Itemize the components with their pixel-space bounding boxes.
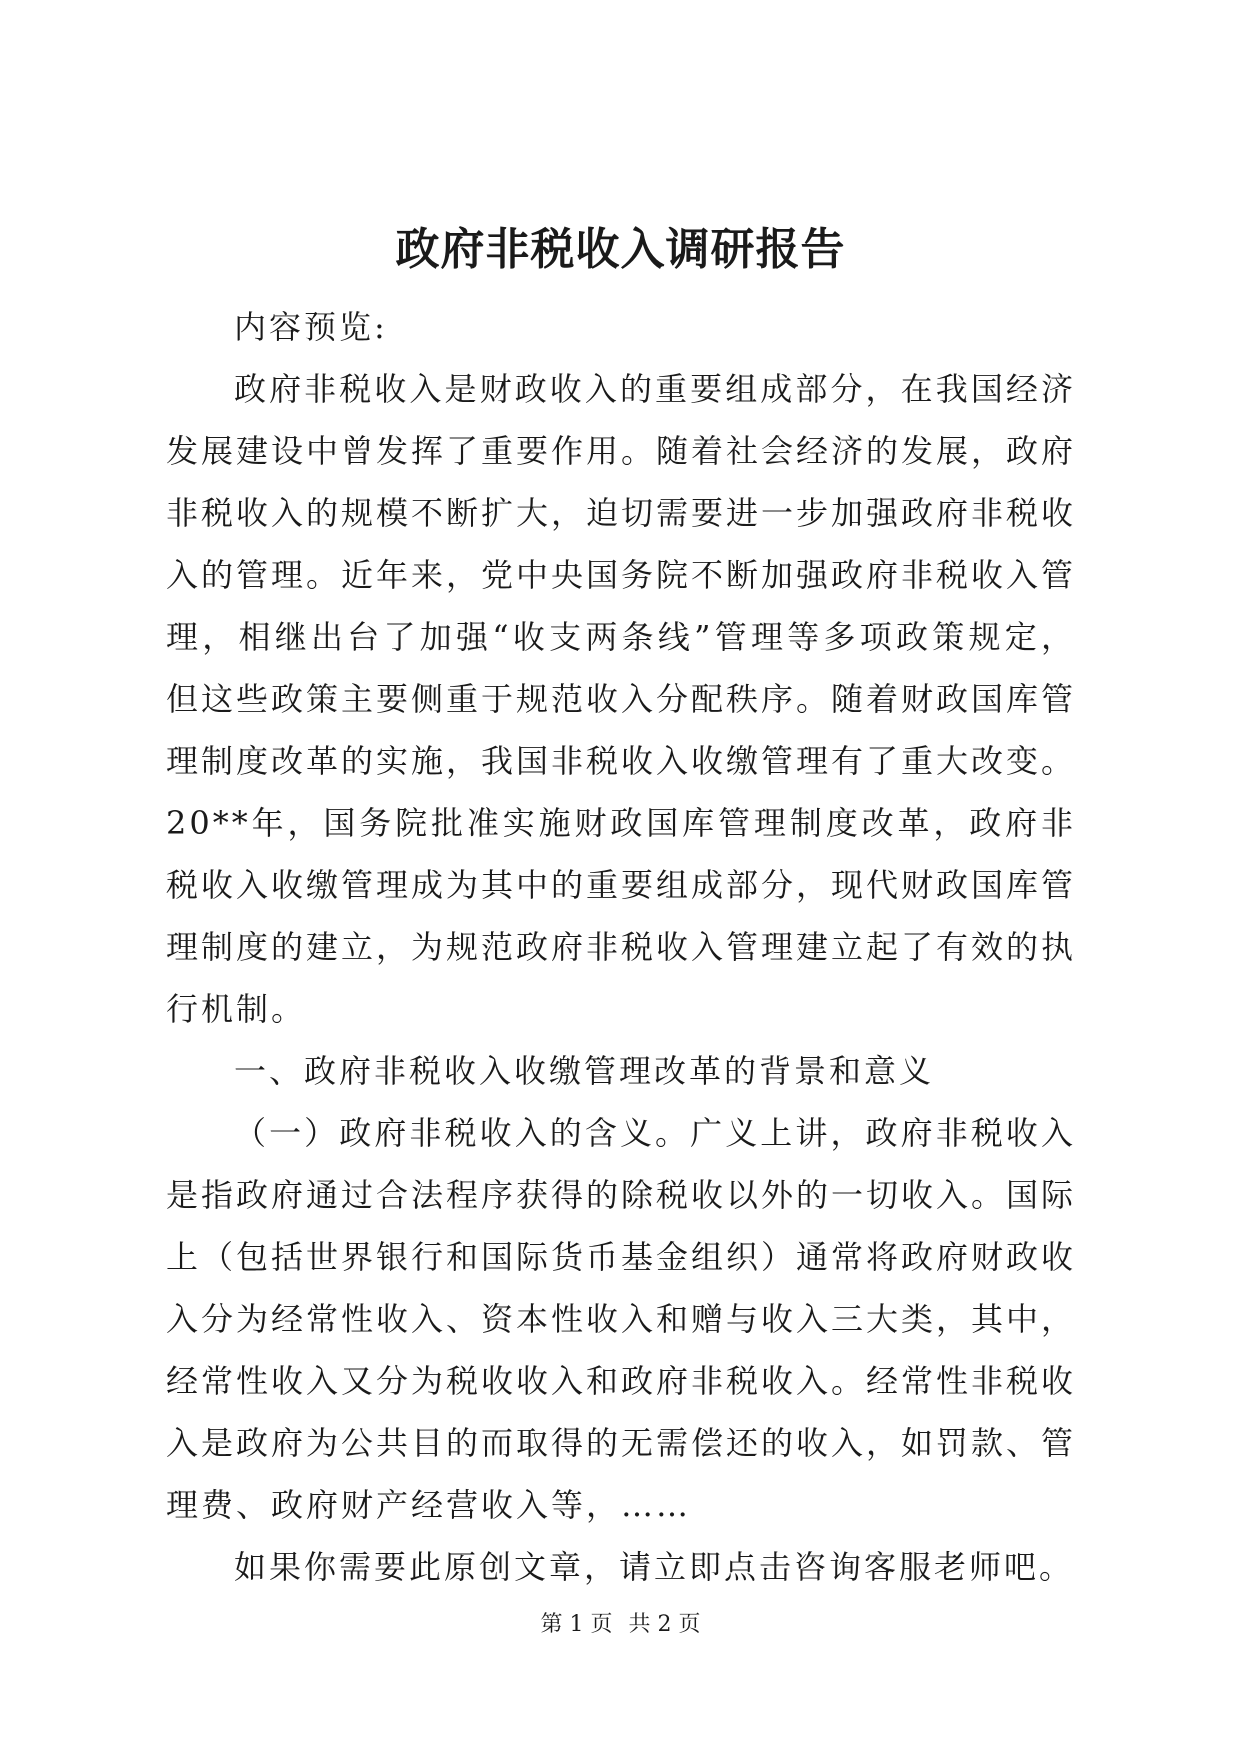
preview-label: 内容预览:	[234, 308, 388, 346]
page-number: 第 1 页	[540, 1612, 613, 1637]
body-paragraph: （一）政府非税收入的含义。广义上讲，政府非税收入是指政府通过合法程序获得的除税收以外的一切收入。国际上（包括世界银行和国际货币基金组织）通常将政府财政收入分为经常性收入、资本性收入和赠与收入三大类，其中，经常性收入又分为税收收入和政府非税收入。经常性非税收入是政府为公共目的而取得的无需偿还的收入，如罚款、管理费、政府财产经营收入等，……	[166, 1114, 1077, 1524]
page-footer	[0, 1610, 1241, 1640]
body-paragraph: 政府非税收入是财政收入的重要组成部分，在我国经济发展建设中曾发挥了重要作用。随着社会经济的发展，政府非税收入的规模不断扩大，迫切需要进一步加强政府非税收入的管理。近年来，党中央国务院不断加强政府非税收入管理，相继出台了加强“收支两条线”管理等多项政策规定，但这些政策主要侧重于规范收入分配秩序。随着财政国库管理制度改革的实施，我国非税收入收缴管理有了重大改变。20**年，国务院批准实施财政国库管理制度改革，政府非税收入收缴管理成为其中的重要组成部分，现代财政国库管理制度的建立，为规范政府非税收入管理建立起了有效的执行机制。	[166, 370, 1077, 1028]
document-body	[166, 296, 1076, 1598]
contact-prompt: 如果你需要此原创文章，请立即点击咨询客服老师吧。	[234, 1548, 1075, 1586]
document-title: 政府非税收入调研报告	[395, 224, 846, 275]
page-total: 共 2 页	[628, 1612, 701, 1637]
section-heading: 一、政府非税收入收缴管理改革的背景和意义	[234, 1052, 935, 1090]
